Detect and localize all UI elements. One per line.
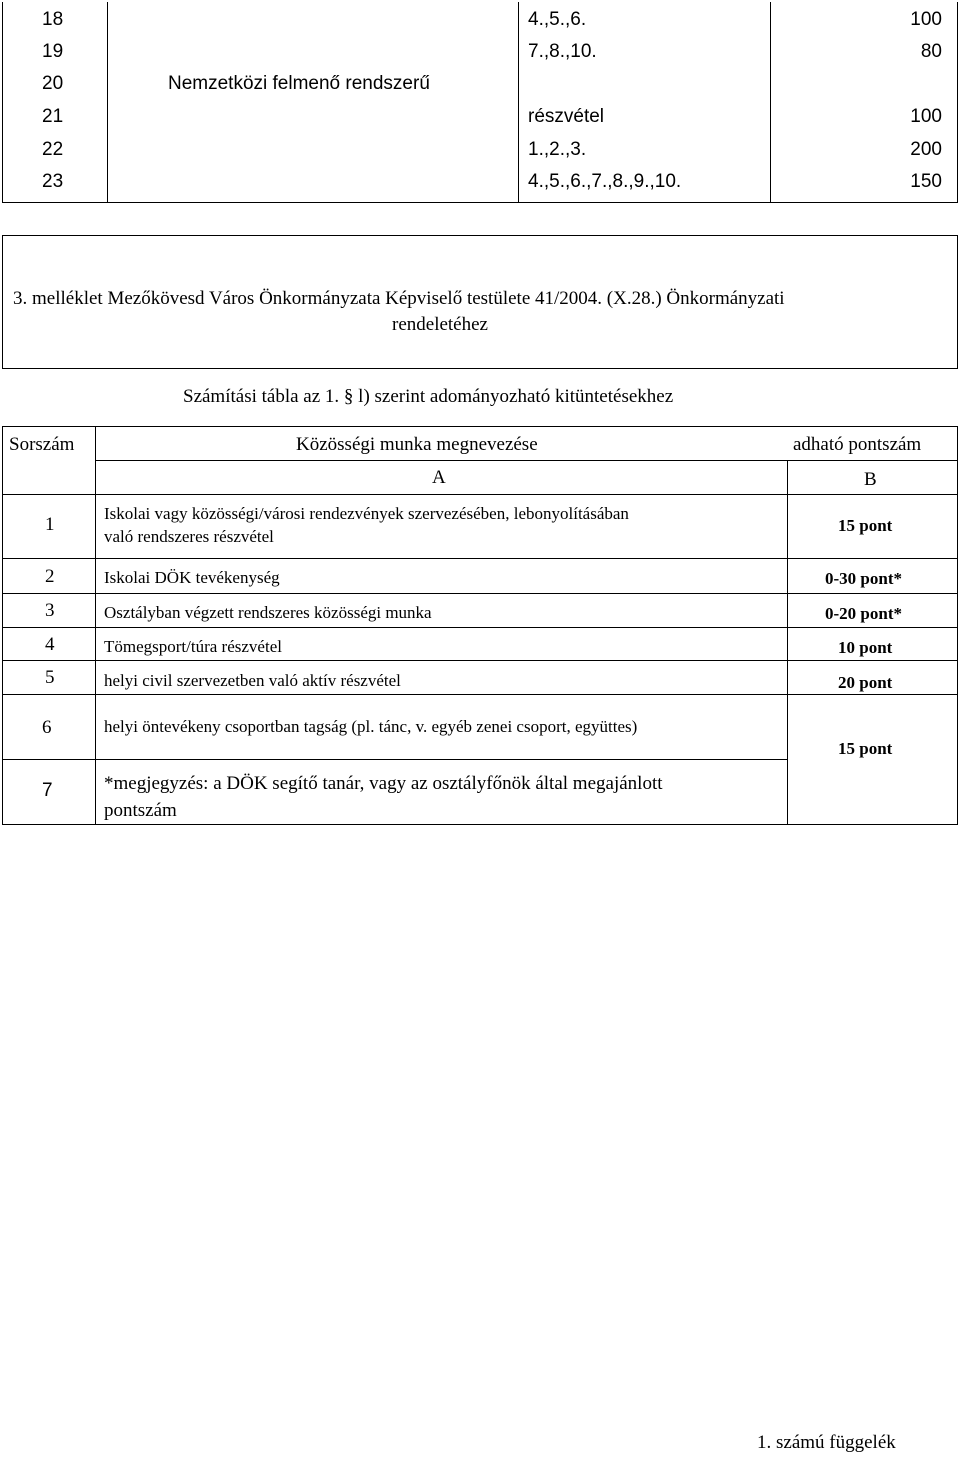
row-6-name: helyi öntevékeny csoportban tagság (pl. tánc, v. egyéb zenei csoport, együttes) bbox=[104, 717, 638, 736]
top-row-21-value: részvétel bbox=[528, 106, 605, 127]
top-table-left-border bbox=[2, 2, 3, 202]
row-2-name: Iskolai DÖK tevékenység bbox=[104, 568, 280, 587]
top-row-19-points: 80 bbox=[920, 41, 942, 62]
row-2-no: 2 bbox=[45, 566, 55, 587]
top-table-divider-3 bbox=[770, 2, 771, 202]
top-row-22-value: 1.,2.,3. bbox=[528, 139, 587, 160]
row-5-no: 5 bbox=[45, 667, 55, 688]
main-table-row5-top bbox=[2, 660, 958, 661]
row-3-name: Osztályban végzett rendszeres közösségi munka bbox=[104, 603, 432, 622]
top-table-divider-1 bbox=[107, 2, 108, 202]
main-table-row1-top bbox=[2, 494, 958, 495]
header-kozossegi-munka: Közösségi munka megnevezése bbox=[296, 434, 538, 455]
row-4-no: 4 bbox=[45, 634, 55, 655]
annex-box-top bbox=[2, 235, 958, 236]
main-table-col-no bbox=[95, 426, 96, 825]
header-col-b: B bbox=[864, 469, 877, 490]
main-table-row7-top bbox=[2, 759, 787, 760]
row-7-no: 7 bbox=[42, 780, 53, 801]
annex-box-bottom bbox=[2, 368, 958, 369]
row-4-points: 10 pont bbox=[838, 638, 893, 657]
row-7-note-line2: pontszám bbox=[104, 800, 177, 821]
top-row-19-no: 19 bbox=[42, 41, 64, 62]
main-table-row3-top bbox=[2, 593, 958, 594]
annex-title-line1: 3. melléklet Mezőkövesd Város Önkormányzata Képviselő testülete 41/2004. (X.28.) Önkormányzati bbox=[13, 288, 785, 309]
main-table-row4-top bbox=[2, 627, 958, 628]
top-row-18-points: 100 bbox=[910, 9, 942, 30]
top-row-21-no: 21 bbox=[42, 106, 64, 127]
main-table-bottom bbox=[2, 824, 958, 825]
appendix-label: 1. számú függelék bbox=[757, 1432, 896, 1453]
top-row-18-no: 18 bbox=[42, 9, 64, 30]
table-subtitle: Számítási tábla az 1. § l) szerint adományozható kitüntetésekhez bbox=[183, 386, 674, 407]
row-3-no: 3 bbox=[45, 600, 55, 621]
top-row-18-value: 4.,5.,6. bbox=[528, 9, 587, 30]
annex-box-right bbox=[957, 235, 958, 369]
main-table-left bbox=[2, 426, 3, 825]
row-6-no: 6 bbox=[42, 717, 52, 738]
row-1-name-line2: való rendszeres részvétel bbox=[104, 527, 274, 546]
top-row-20-no: 20 bbox=[42, 73, 64, 94]
top-row-22-no: 22 bbox=[42, 139, 64, 160]
annex-title-line2: rendeletéhez bbox=[392, 314, 488, 335]
top-row-20-name: Nemzetközi felmenő rendszerű bbox=[168, 73, 430, 94]
main-table-row6-top bbox=[2, 694, 958, 695]
top-row-22-points: 200 bbox=[910, 139, 942, 160]
row-4-name: Tömegsport/túra részvétel bbox=[104, 637, 282, 656]
top-table-right-border bbox=[957, 2, 958, 202]
annex-box-left bbox=[2, 235, 3, 369]
main-table-row2-top bbox=[2, 558, 958, 559]
top-row-19-value: 7.,8.,10. bbox=[528, 41, 597, 62]
top-row-23-no: 23 bbox=[42, 171, 64, 192]
main-table-top bbox=[2, 426, 958, 427]
main-table-right bbox=[957, 426, 958, 825]
row-6-7-points: 15 pont bbox=[838, 739, 893, 758]
top-row-23-value: 4.,5.,6.,7.,8.,9.,10. bbox=[528, 171, 682, 192]
top-row-23-points: 150 bbox=[910, 171, 942, 192]
top-table-divider-2 bbox=[518, 2, 519, 202]
top-row-21-points: 100 bbox=[910, 106, 942, 127]
top-table-bottom-border bbox=[2, 202, 958, 203]
row-1-points: 15 pont bbox=[838, 516, 893, 535]
main-table-hdr-sub bbox=[95, 460, 958, 461]
row-1-name-line1: Iskolai vagy közösségi/városi rendezvények szervezésében, lebonyolításában bbox=[104, 504, 629, 523]
row-3-points: 0-20 pont* bbox=[825, 604, 902, 623]
header-col-a: A bbox=[432, 467, 446, 488]
header-adhato-pontszam: adható pontszám bbox=[793, 434, 922, 455]
row-5-name: helyi civil szervezetben való aktív részvétel bbox=[104, 671, 401, 690]
row-1-no: 1 bbox=[45, 514, 55, 535]
main-table-col-points bbox=[787, 460, 788, 825]
header-sorszam: Sorszám bbox=[9, 434, 75, 455]
row-2-points: 0-30 pont* bbox=[825, 569, 902, 588]
row-5-points: 20 pont bbox=[838, 673, 893, 692]
row-7-note-line1: *megjegyzés: a DÖK segítő tanár, vagy az osztályfőnök által megajánlott bbox=[104, 773, 663, 794]
